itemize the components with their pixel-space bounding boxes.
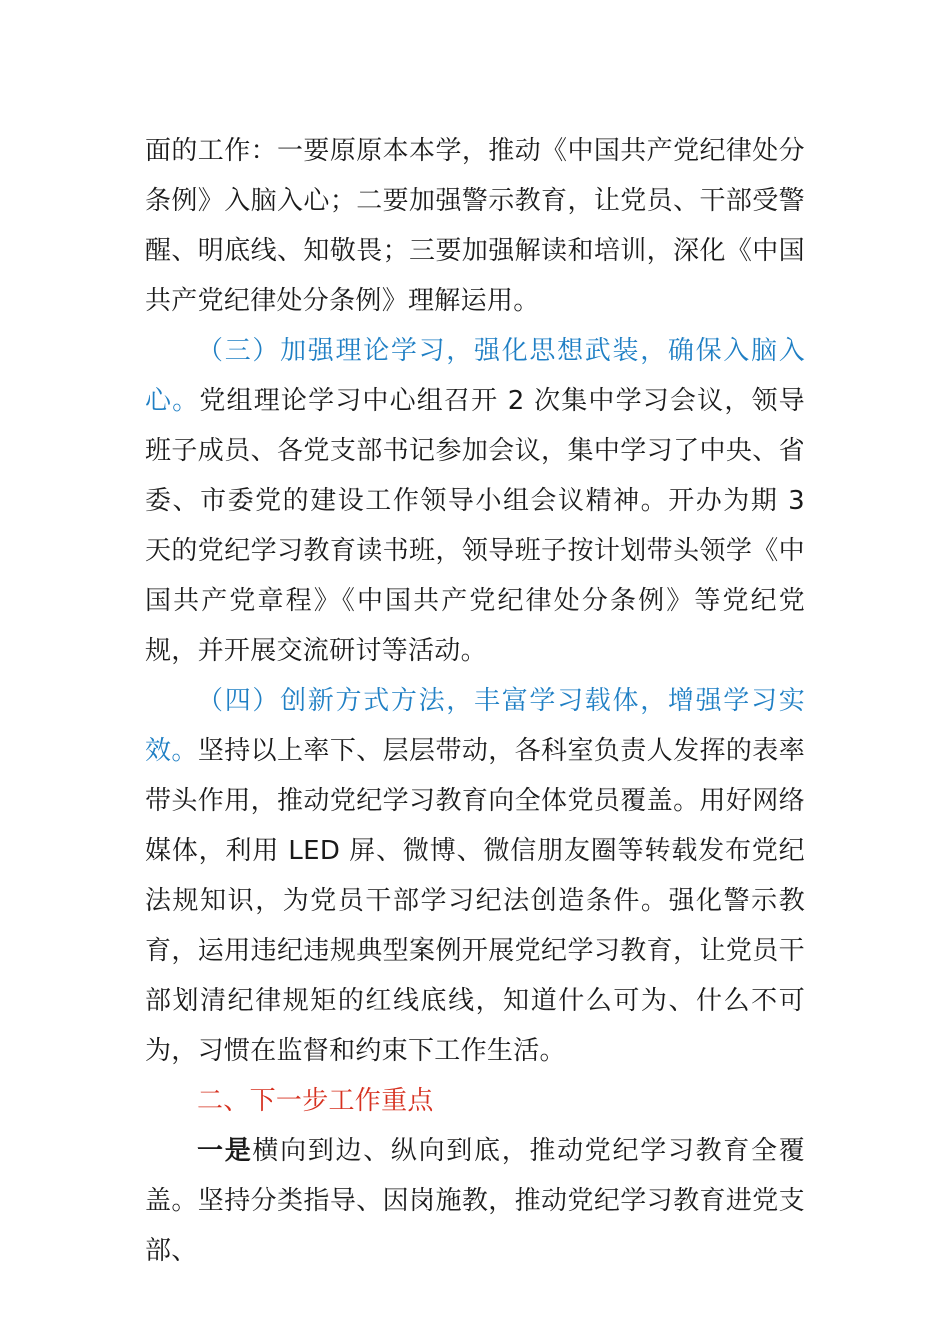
- section-4-body: 坚持以上率下、层层带动，各科室负责人发挥的表率带头作用，推动党纪学习教育向全体党员覆盖。用好网络媒体，利用 LED 屏、微博、微信朋友圈等转载发布党纪法规知识，为党员干部学习纪法创造条件。强化警示教育，运用违纪违规典型案例开展党纪学习教育，让党员干部划清纪律规矩的红线底线，知道什么可为、什么不可为，习惯在监督和约束下工作生活。: [145, 736, 805, 1066]
- part-2-item-1: [145, 1126, 805, 1276]
- item-1-text: 横向到边、纵向到底，推动党纪学习教育全覆盖。坚持分类指导、因岗施教，推动党纪学习教育进党支部、: [145, 1136, 805, 1266]
- part-2-heading: 二、下一步工作重点: [197, 1086, 434, 1116]
- section-3-body: 党组理论学习中心组召开 2 次集中学习会议，领导班子成员、各党支部书记参加会议，集中学习了中央、省委、市委党的建设工作领导小组会议精神。开办为期 3 天的党纪学习教育读书班，领导班子按计划带头领学《中国共产党章程》《中国共产党纪律处分条例》等党纪党规，并开展交流研讨等活动。: [145, 386, 805, 666]
- section-4: [145, 676, 805, 1076]
- section-4-heading: （四）创新方式方法，丰富学习载体，增强学习实效。: [145, 686, 805, 766]
- item-1-lead: 一是: [197, 1136, 253, 1166]
- paragraph-continuation: 面的工作：一要原原本本学，推动《中国共产党纪律处分条例》入脑入心；二要加强警示教育，让党员、干部受警醒、明底线、知敬畏；三要加强解读和培训，深化《中国共产党纪律处分条例》理解运用。: [145, 136, 805, 316]
- document-body: [145, 126, 805, 1276]
- section-3: [145, 326, 805, 676]
- section-3-heading: （三）加强理论学习，强化思想武装，确保入脑入心。: [145, 336, 805, 416]
